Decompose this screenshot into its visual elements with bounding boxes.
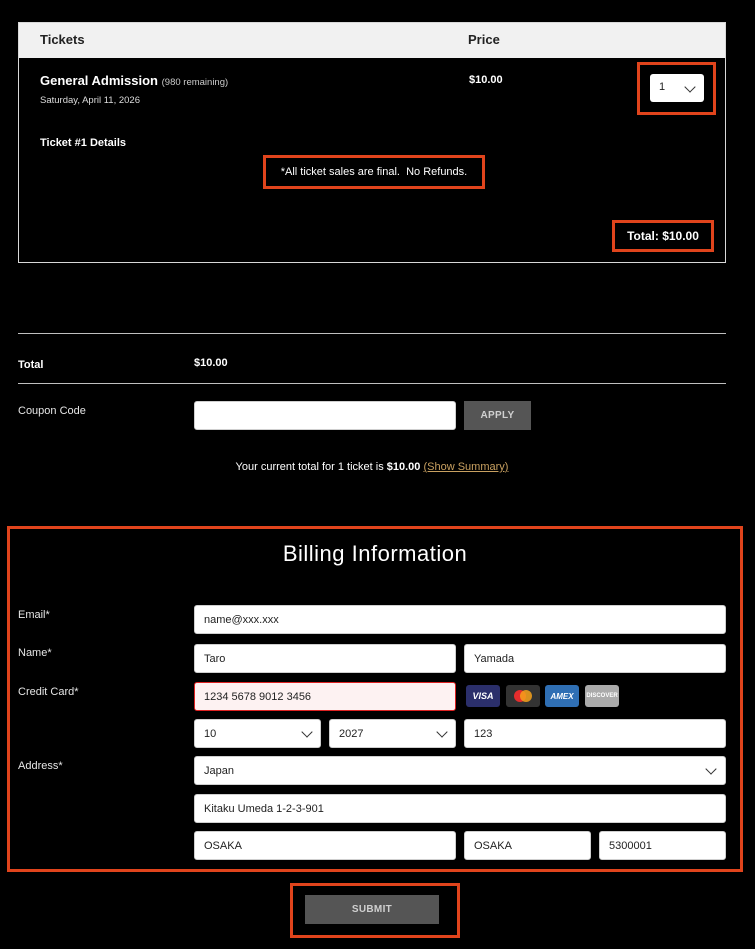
credit-card-label: Credit Card* (18, 686, 79, 698)
discover-text: DISCOVER (586, 693, 618, 699)
mastercard-icon (506, 685, 540, 707)
chevron-down-icon (436, 726, 447, 737)
current-total-text: Your current total for 1 ticket is (235, 461, 387, 473)
ticket-type-name (40, 73, 228, 88)
apply-coupon-button[interactable]: APPLY (464, 401, 531, 430)
quantity-value: 1 (659, 81, 666, 93)
ticket-price: $10.00 (469, 74, 503, 86)
email-field[interactable]: name@xxx.xxx (194, 605, 726, 634)
coupon-code-label: Coupon Code (18, 405, 86, 417)
mastercard-logo (511, 688, 535, 704)
divider (18, 333, 726, 334)
quantity-select[interactable] (650, 74, 704, 102)
ticket-details-label: Ticket #1 Details (40, 137, 127, 149)
coupon-code-input[interactable] (194, 401, 456, 430)
visa-card-icon (466, 685, 500, 707)
no-refunds-notice: *All ticket sales are final. No Refunds. (263, 155, 485, 189)
last-name-field[interactable]: Yamada (464, 644, 726, 673)
chevron-down-icon (684, 81, 695, 92)
first-name-field[interactable]: Taro (194, 644, 456, 673)
show-summary-link[interactable]: (Show Summary) (423, 461, 509, 473)
chevron-down-icon (301, 726, 312, 737)
current-total-line (0, 461, 744, 473)
exp-month-select[interactable] (194, 719, 321, 748)
address-label: Address* (18, 760, 63, 772)
price-column-header: Price (468, 32, 500, 47)
discover-card-icon (585, 685, 619, 707)
country-value: Japan (204, 764, 234, 777)
cvv-field[interactable]: 123 (464, 719, 726, 748)
billing-title: Billing Information (282, 541, 468, 566)
city-field[interactable]: OSAKA (194, 831, 456, 860)
visa-text: VISA (472, 691, 494, 701)
country-select[interactable] (194, 756, 726, 785)
submit-button[interactable]: SUBMIT (305, 895, 439, 924)
tickets-table-header (19, 23, 725, 58)
divider (18, 383, 726, 384)
email-label: Email* (18, 609, 50, 621)
zip-field[interactable]: 5300001 (599, 831, 726, 860)
amex-text: AMEX (550, 691, 574, 701)
tickets-remaining: (980 remaining) (161, 77, 229, 88)
current-total-amount: $10.00 (386, 461, 421, 473)
summary-total-label: Total (18, 359, 44, 371)
ticket-date: Saturday, April 11, 2026 (40, 95, 140, 106)
amex-card-icon (545, 685, 579, 707)
ticket-name-text: General Admission (40, 73, 158, 88)
street-address-field[interactable]: Kitaku Umeda 1-2-3-901 (194, 794, 726, 823)
exp-year-value: 2027 (339, 727, 364, 740)
exp-year-select[interactable] (329, 719, 456, 748)
name-label: Name* (18, 647, 52, 659)
card-number-field[interactable]: 1234 5678 9012 3456 (194, 682, 456, 711)
summary-total-value: $10.00 (194, 357, 228, 369)
chevron-down-icon (705, 763, 716, 774)
ticket-total: Total: $10.00 (612, 220, 714, 252)
state-field[interactable]: OSAKA (464, 831, 591, 860)
exp-month-value: 10 (204, 727, 217, 740)
tickets-column-header: Tickets (40, 32, 85, 47)
